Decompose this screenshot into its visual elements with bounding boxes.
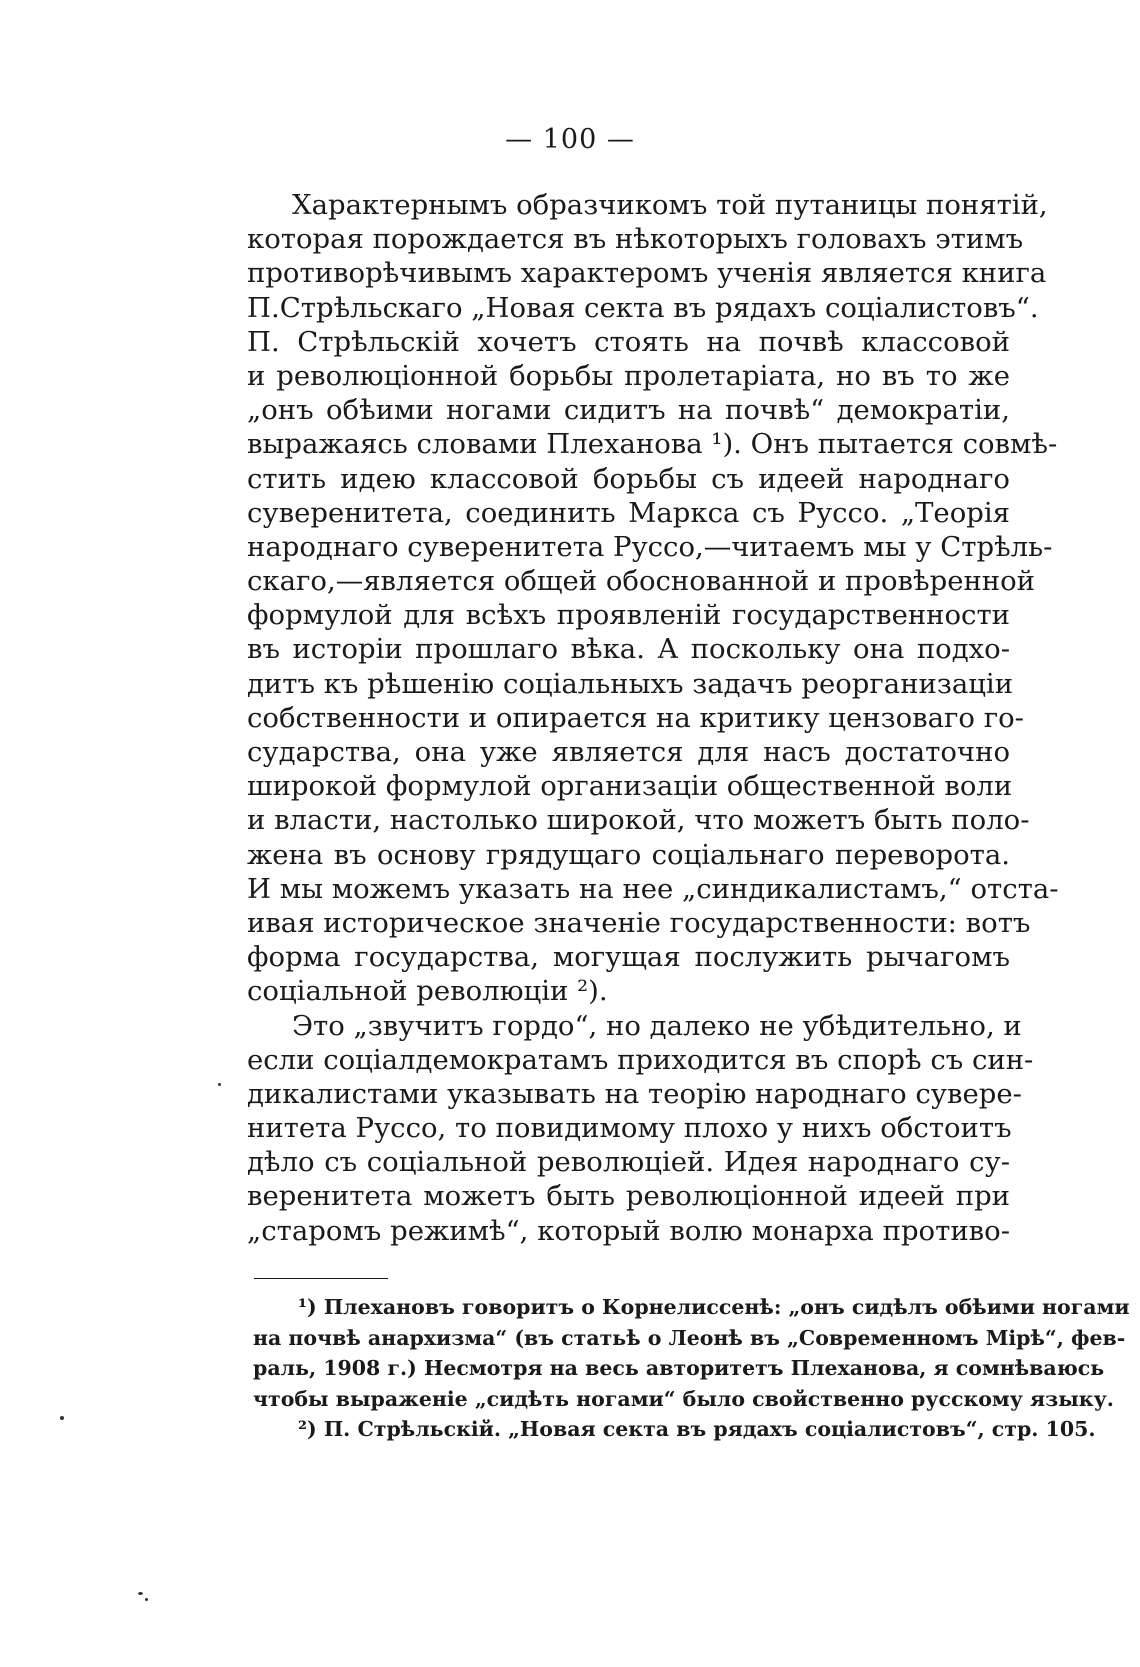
- text-line: противорѣчивымъ характеромъ ученія является книга: [247, 257, 1047, 290]
- text-line: которая порождается въ нѣкоторыхъ головахъ этимъ: [247, 223, 1024, 256]
- footnote-2: [253, 1414, 1096, 1445]
- footnote-line: на почвѣ анархизма“ (въ статьѣ о Леонѣ въ „Современномъ Мірѣ“, фев-: [253, 1325, 1126, 1350]
- text-line: и власти, настолько широкой, что можетъ быть поло-: [247, 804, 1030, 837]
- text-line: выражаясь словами Плеханова ¹). Онъ пытается совмѣ-: [247, 428, 1058, 461]
- text-line: П.Стрѣльскаго „Новая секта въ рядахъ соціалистовъ“.: [247, 291, 1039, 324]
- text-line: если соціалдемократамъ приходится въ спорѣ съ син-: [247, 1043, 1034, 1076]
- scan-speck: [218, 1083, 221, 1086]
- text-line: нитета Руссо, то повидимому плохо у нихъ обстоитъ: [247, 1112, 1012, 1145]
- page-number: — 100 —: [505, 124, 635, 155]
- scan-speck: [138, 1592, 143, 1595]
- text-line: суверенитета, соединить Маркса съ Руссо. „Теорія: [247, 496, 1010, 529]
- footnotes: [253, 1292, 1130, 1445]
- text-line: ивая историческое значеніе государственности: вотъ: [247, 906, 1031, 939]
- text-line: „онъ обѣими ногами сидитъ на почвѣ“ демократіи,: [247, 394, 1010, 427]
- text-line: П. Стрѣльскій хочетъ стоять на почвѣ классовой: [247, 325, 1010, 358]
- scan-speck: [145, 1598, 148, 1601]
- text-line: собственности и опирается на критику цензоваго го-: [247, 701, 1024, 734]
- paragraph-2: [247, 1009, 1034, 1248]
- text-line: жена въ основу грядущаго соціальнаго переворота.: [247, 838, 1010, 871]
- paragraph-1: [247, 188, 1059, 1009]
- text-line: скаго,—является общей обоснованной и провѣренной: [247, 565, 1036, 598]
- text-line: широкой формулой организаціи общественной воли: [247, 770, 1013, 803]
- text-line: въ исторіи прошлаго вѣка. А поскольку она подхо-: [247, 633, 1010, 666]
- footnote-1: [253, 1292, 1130, 1414]
- text-line: формулой для всѣхъ проявленій государственности: [247, 599, 1010, 632]
- footnote-line: ¹) Плехановъ говоритъ о Корнелиссенѣ: „онъ сидѣлъ обѣими ногами: [298, 1295, 1130, 1319]
- text-line: дитъ къ рѣшенію соціальныхъ задачъ реорганизаціи: [247, 667, 1014, 700]
- text-line: и революціонной борьбы пролетаріата, но въ то же: [247, 359, 1010, 392]
- text-line: соціальной революціи ²).: [247, 975, 608, 1008]
- footnote-line: чтобы выраженіе „сидѣть ногами“ было свойственно русскому языку.: [253, 1386, 1114, 1411]
- footnote-line: раль, 1908 г.) Несмотря на весь авторитетъ Плеханова, я сомнѣваюсь: [253, 1356, 1105, 1380]
- text-line: Характернымъ образчикомъ той путаницы понятій,: [292, 189, 1048, 221]
- text-line: И мы можемъ указать на нее „синдикалистамъ,“ отста-: [247, 872, 1059, 905]
- text-line: дѣло съ соціальной революціей. Идея народнаго су-: [247, 1146, 1010, 1179]
- text-line: форма государства, могущая послужить рычагомъ: [247, 941, 1010, 974]
- text-line: сударства, она уже является для насъ достаточно: [247, 736, 1010, 768]
- footnote-line: ²) П. Стрѣльскій. „Новая секта въ рядахъ соціалистовъ“, стр. 105.: [298, 1417, 1096, 1441]
- text-line: веренитета можетъ быть революціонной идеей при: [247, 1180, 1010, 1213]
- main-text: [247, 188, 1059, 1248]
- text-line: стить идею классовой борьбы съ идеей народнаго: [247, 462, 1010, 495]
- scan-speck: [60, 1416, 64, 1420]
- text-line: Это „звучитъ гордо“, но далеко не убѣдительно, и: [292, 1009, 1022, 1042]
- text-line: „старомъ режимѣ“, который волю монарха противо-: [247, 1214, 1010, 1247]
- text-line: дикалистами указывать на теорію народнаго сувере-: [247, 1077, 1022, 1110]
- text-line: народнаго суверенитета Руссо,—читаемъ мы у Стрѣль-: [247, 530, 1053, 563]
- footnote-divider: [254, 1278, 388, 1279]
